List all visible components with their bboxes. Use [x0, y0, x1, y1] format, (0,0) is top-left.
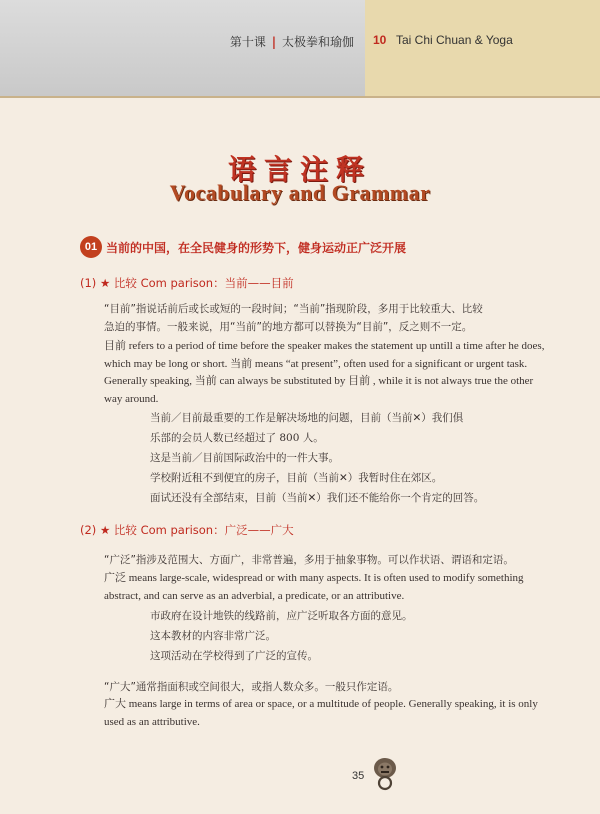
part1-examples: [150, 408, 540, 508]
text-line: used as an attributive.: [104, 715, 200, 728]
topic-cn: 太极拳和瑜伽: [281, 35, 354, 49]
example-line: 学校附近租不到便宜的房子，目前（当前✕）我暂时住在郊区。: [150, 472, 443, 484]
text-line: Generally speaking, 当前 can always be substituted by 目前 , while it is not always true the other: [104, 375, 534, 387]
text-line: “目前”指说话前后或长或短的一段时间；“当前”指现阶段，多用于比较重大、比较: [104, 303, 483, 315]
part2-cn-text-2: [104, 678, 524, 696]
section-number-badge: 01: [80, 236, 102, 258]
text-line: 广泛 means large-scale, widespread or with many aspects. It is often used to modify something: [104, 572, 524, 584]
part2-label: (2) ★ 比较 Com parison：广泛——广大: [80, 523, 294, 537]
example-line: 乐部的会员人数已经超过了 800 人。: [150, 432, 324, 444]
lesson-cn: 第十课: [229, 35, 266, 49]
example-line: 这项活动在学校得到了广泛的宣传。: [150, 650, 318, 662]
header-separator: |: [271, 35, 277, 49]
title-cn: 语言注释: [227, 153, 372, 186]
header-divider: [0, 96, 600, 98]
text-line: 急迫的事情。一般来说，用“当前”的地方都可以替换为“目前”，反之则不一定。: [104, 321, 473, 333]
part1-cn-text: [104, 300, 524, 336]
text-line: “广大”通常指面积或空间很大，或指人数众多。一般只作定语。: [104, 681, 399, 693]
text-line: which may be long or short. 当前 means “at present”, often used for a significant or urgent task.: [104, 357, 528, 370]
part2-en-text: [104, 570, 524, 605]
text-line: way around.: [104, 392, 159, 405]
example-line: 这本教材的内容非常广泛。: [150, 630, 276, 642]
title-en: Vocabulary and Grammar: [169, 180, 431, 205]
text-line: abstract, and can serve as an adverbial, a predicate, or an attributive.: [104, 589, 405, 602]
text-line: 广大 means large in terms of area or space, or a multitude of people. Generally speaking, it is only: [104, 698, 538, 710]
lion-knocker-icon: [372, 757, 398, 791]
lesson-number: 10: [373, 33, 387, 47]
part1-label: (1) ★ 比较 Com parison：当前——目前: [80, 276, 294, 290]
text-line: “广泛”指涉及范围大、方面广，非常普遍，多用于抽象事物。可以作状语、谓语和定语。: [104, 554, 514, 566]
header-right-band: [365, 0, 600, 96]
text-line: 目前 refers to a period of time before the speaker makes the statement up untill a time after he does,: [104, 340, 545, 352]
topic-en: Tai Chi Chuan & Yoga: [396, 33, 513, 47]
part2-cn-text: [104, 551, 524, 569]
example-line: 这是当前／目前国际政治中的一件大事。: [150, 452, 339, 464]
example-line: 市政府在设计地铁的线路前，应广泛听取各方面的意见。: [150, 610, 413, 622]
page-number: 35: [352, 770, 365, 782]
part2-en-text-2: [104, 696, 538, 731]
example-line: 面试还没有全部结束，目前（当前✕）我们还不能给你一个肯定的回答。: [150, 492, 485, 504]
part2-examples: [150, 606, 540, 666]
example-line: 当前／目前最重要的工作是解决场地的问题，目前（当前✕）我们俱: [150, 412, 464, 424]
section-headline: 当前的中国，在全民健身的形势下，健身运动正广泛开展: [106, 241, 407, 255]
header-lesson-cn: [230, 33, 354, 50]
part1-en-text: [104, 338, 545, 408]
